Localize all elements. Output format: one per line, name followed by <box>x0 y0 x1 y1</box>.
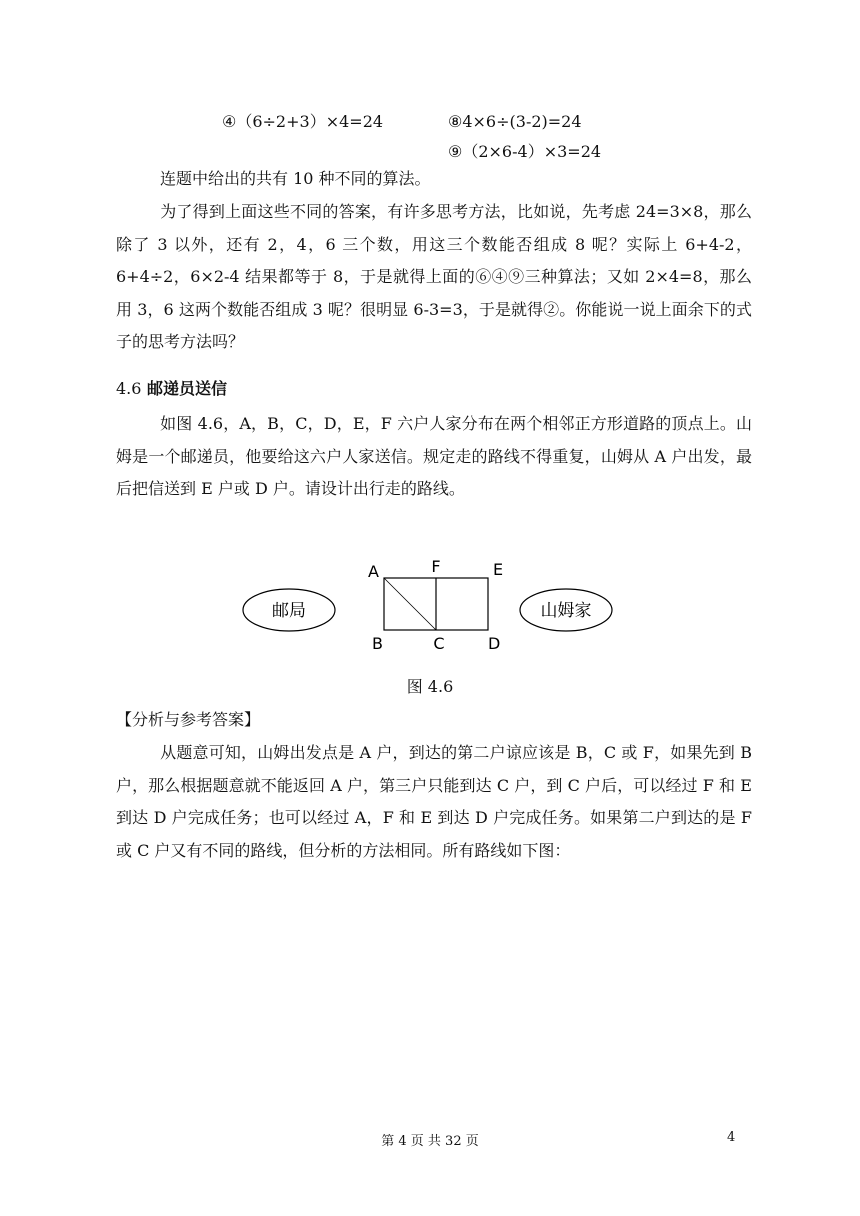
left-oval-label: 邮局 <box>272 601 306 621</box>
paragraph-count: 连题中给出的共有 10 种不同的算法。 <box>160 169 431 188</box>
label-b: B <box>372 634 383 653</box>
problem-paragraph: 如图 4.6，A，B，C，D，E，F 六户人家分布在两个相邻正方形道路的顶点上。山姆是一个邮递员，他要给这六户人家送信。规定走的路线不得重复，山姆从 A 户出发，最后把信送到 E 户或 D 户。请设计出行走的路线。 <box>116 414 752 498</box>
section-title: 邮递员送信 <box>147 379 228 398</box>
analysis-paragraph: 从题意可知，山姆出发点是 A 户，到达的第二户谅应该是 B，C 或 F，如果先到 B 户，那么根据题意就不能返回 A 户，第三户只能到达 C 户，到 C 户后，可以经过 F 和 E 到达 D 户完成任务；也可以经过 A，F 和 E 到达 D 户完成任务。如果第二户到达的是 F 或 C 户又有不同的路线，但分析的方法相同。所有路线如下图： <box>116 743 752 860</box>
analysis-heading: 【分析与参考答案】 <box>116 710 261 729</box>
right-oval-label: 山姆家 <box>540 601 592 621</box>
section-heading <box>116 376 227 399</box>
formula-4: ④（6÷2+3）×4=24 <box>222 112 384 131</box>
footer-page-info: 第 4 页 共 32 页 <box>381 1134 479 1149</box>
label-e: E <box>493 560 504 579</box>
formula-8: ⑧4×6÷(3-2)=24 <box>448 112 582 131</box>
section-number: 4.6 <box>116 379 142 398</box>
label-c: C <box>433 634 445 653</box>
diagonal-road <box>384 578 436 630</box>
label-d: D <box>488 634 501 653</box>
figure-caption: 图 4.6 <box>406 677 454 696</box>
formula-9: ⑨（2×6-4）×3=24 <box>448 142 602 161</box>
label-f: F <box>431 557 441 576</box>
footer-page-number: 4 <box>727 1130 736 1145</box>
label-a: A <box>368 562 379 581</box>
paragraph-method: 为了得到上面这些不同的答案，有许多思考方法，比如说，先考虑 24=3×8，那么除了 3 以外，还有 2，4，6 三个数，用这三个数能否组成 8 呢？实际上 6+4-2，6+4÷2，6×2-4 结果都等于 8，于是就得上面的⑥④⑨三种算法；又如 2×4=8，那么用 3，6 这两个数能否组成 3 呢？很明显 6-3=3，于是就得②。你能说一说上面余下的式子的思考方法吗？ <box>116 202 752 351</box>
route-diagram <box>230 556 630 656</box>
